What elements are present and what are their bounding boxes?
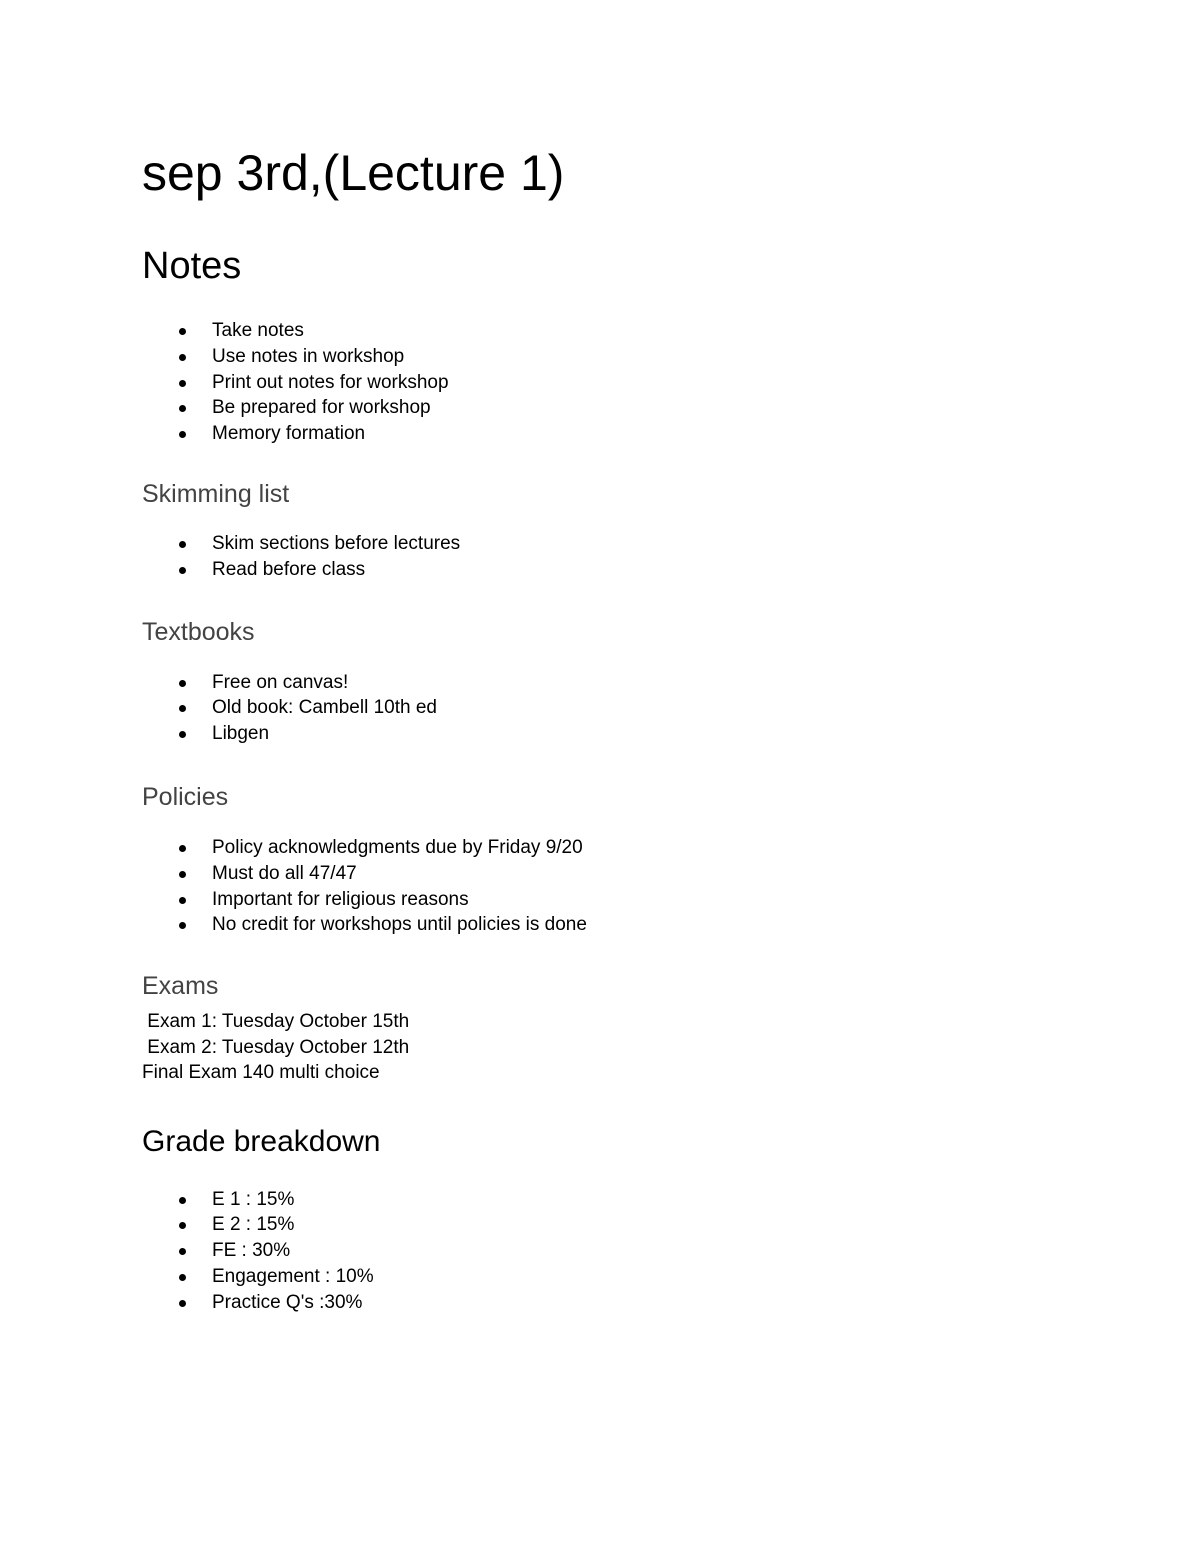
bullet-icon xyxy=(179,897,186,904)
bullet-icon xyxy=(179,1248,186,1255)
list-item: Practice Q's :30% xyxy=(142,1290,1200,1316)
bullet-icon xyxy=(179,405,186,412)
exam-line: Final Exam 140 multi choice xyxy=(142,1062,380,1084)
textbooks-list xyxy=(142,670,1200,747)
list-item: E 1 : 15% xyxy=(142,1187,1200,1213)
list-item: Use notes in workshop xyxy=(142,344,1200,370)
bullet-icon xyxy=(179,1197,186,1204)
list-item: Memory formation xyxy=(142,421,1200,447)
bullet-icon xyxy=(179,871,186,878)
list-item: Libgen xyxy=(142,721,1200,747)
policies-heading: Policies xyxy=(142,782,229,811)
bullet-icon xyxy=(179,1300,186,1307)
grades-list xyxy=(142,1187,1200,1316)
list-item: Important for religious reasons xyxy=(142,887,1200,913)
exam-line: Exam 1: Tuesday October 15th xyxy=(142,1011,410,1033)
bullet-icon xyxy=(179,328,186,335)
list-item: Print out notes for workshop xyxy=(142,370,1200,396)
list-item: Skim sections before lectures xyxy=(142,531,1200,557)
bullet-icon xyxy=(179,380,186,387)
list-item: Take notes xyxy=(142,318,1200,344)
bullet-icon xyxy=(179,541,186,548)
bullet-icon xyxy=(179,922,186,929)
grades-heading: Grade breakdown xyxy=(142,1124,381,1158)
bullet-icon xyxy=(179,431,186,438)
list-item: E 2 : 15% xyxy=(142,1212,1200,1238)
list-item: Be prepared for workshop xyxy=(142,395,1200,421)
document-title: sep 3rd,(Lecture 1) xyxy=(142,145,565,201)
exams-heading: Exams xyxy=(142,972,219,1001)
notes-heading: Notes xyxy=(142,245,242,287)
list-item: Free on canvas! xyxy=(142,670,1200,696)
bullet-icon xyxy=(179,1222,186,1229)
list-item: Read before class xyxy=(142,557,1200,583)
list-item: No credit for workshops until policies is done xyxy=(142,912,1200,938)
bullet-icon xyxy=(179,705,186,712)
bullet-icon xyxy=(179,731,186,738)
bullet-icon xyxy=(179,1274,186,1281)
skimming-list xyxy=(142,531,1200,583)
list-item: Engagement : 10% xyxy=(142,1264,1200,1290)
bullet-icon xyxy=(179,354,186,361)
exam-line: Exam 2: Tuesday October 12th xyxy=(142,1036,410,1058)
list-item: Old book: Cambell 10th ed xyxy=(142,695,1200,721)
list-item: FE : 30% xyxy=(142,1238,1200,1264)
skimming-heading: Skimming list xyxy=(142,479,290,508)
list-item: Policy acknowledgments due by Friday 9/20 xyxy=(142,835,1200,861)
notes-list xyxy=(142,318,1200,447)
list-item: Must do all 47/47 xyxy=(142,861,1200,887)
bullet-icon xyxy=(179,680,186,687)
bullet-icon xyxy=(179,845,186,852)
bullet-icon xyxy=(179,567,186,574)
policies-list xyxy=(142,835,1200,938)
exams-block xyxy=(142,1009,1200,1086)
textbooks-heading: Textbooks xyxy=(142,617,255,646)
